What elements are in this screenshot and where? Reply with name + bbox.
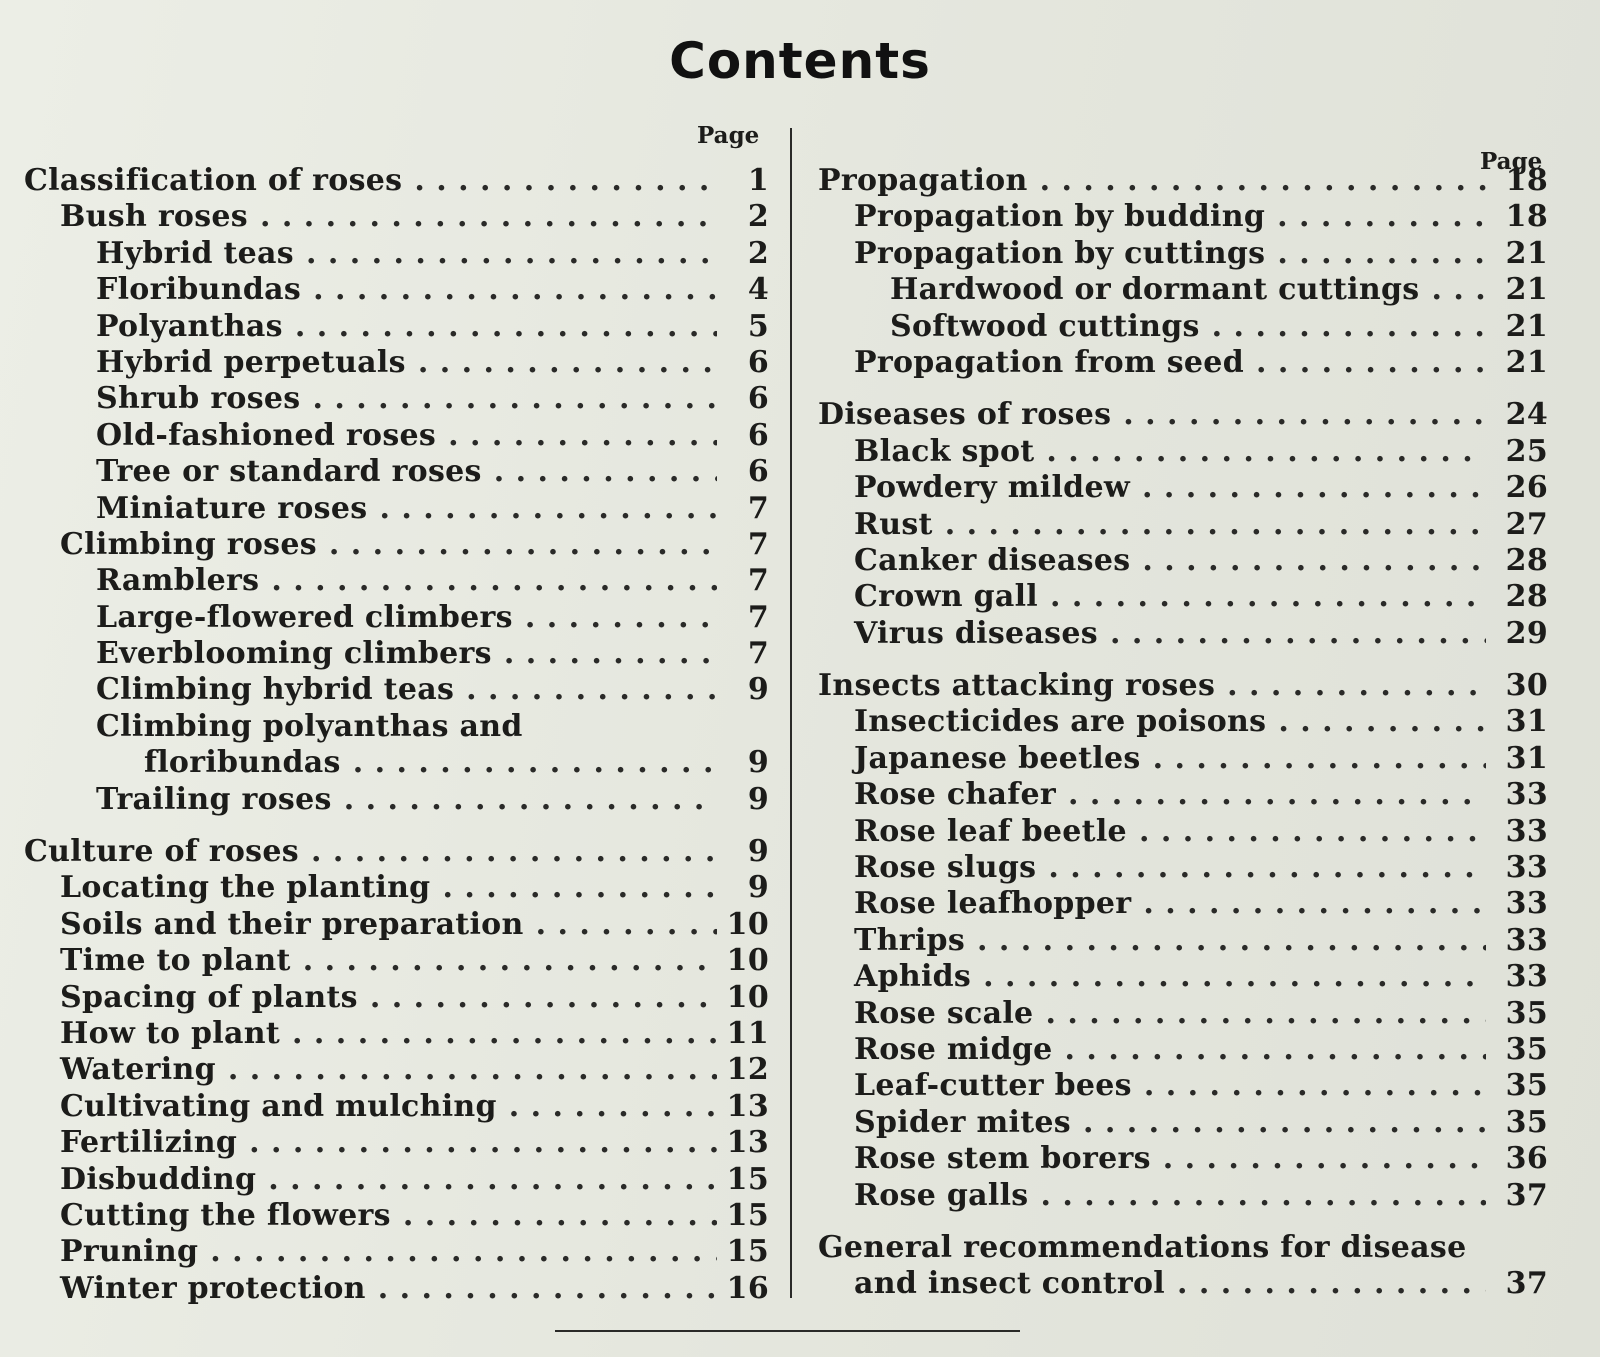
toc-entry-title: Floribundas <box>96 272 302 308</box>
toc-entry-title: Black spot <box>854 433 1035 469</box>
toc-entry-title: Insects attacking roses <box>818 668 1216 704</box>
toc-entry <box>24 980 769 1016</box>
dot-leader <box>418 345 717 381</box>
toc-entry-page: 11 <box>726 1015 769 1051</box>
toc-entry-title: How to plant <box>60 1015 281 1051</box>
toc-entry <box>24 870 769 906</box>
toc-entry-page: 35 <box>1505 1031 1548 1067</box>
dot-leader <box>292 1016 717 1052</box>
toc-entry-title: Hardwood or dormant cuttings <box>890 272 1420 308</box>
dot-leader <box>1139 814 1486 850</box>
toc-entry-page: 7 <box>747 490 769 526</box>
toc-entry-page: 7 <box>747 563 769 599</box>
toc-entry-title: Bush roses <box>60 199 248 235</box>
dot-leader <box>303 943 717 979</box>
toc-entry-title: Climbing roses <box>60 526 317 562</box>
toc-entry <box>818 1230 1548 1266</box>
toc-entry-page: 37 <box>1505 1177 1548 1213</box>
toc-entry-title: Climbing polyanthas and <box>96 708 523 744</box>
toc-entry-title: and insect control <box>854 1266 1165 1302</box>
toc-entry-title: General recommendations for disease <box>818 1229 1467 1265</box>
toc-entry-page: 33 <box>1505 777 1548 813</box>
toc-entry-page: 13 <box>726 1125 769 1161</box>
toc-entry-title: Spider mites <box>854 1104 1071 1140</box>
toc-entry-page: 9 <box>747 870 769 906</box>
toc-entry-page: 7 <box>747 599 769 635</box>
toc-entry <box>818 777 1548 813</box>
toc-entry <box>818 616 1548 652</box>
toc-entry <box>24 1198 769 1234</box>
toc-entry <box>818 470 1548 506</box>
toc-entry <box>24 1089 769 1125</box>
toc-entry-title: Miniature roses <box>96 490 368 526</box>
toc-entry-page: 13 <box>726 1088 769 1124</box>
toc-entry-page: 24 <box>1505 397 1548 433</box>
toc-entry-title: Old-fashioned roses <box>96 417 437 453</box>
toc-entry-page: 15 <box>726 1161 769 1197</box>
toc-entry-page: 27 <box>1505 506 1548 542</box>
toc-entry <box>818 923 1548 959</box>
toc-entry-page: 6 <box>747 381 769 417</box>
toc-entry <box>24 782 769 818</box>
toc-entry <box>24 163 769 199</box>
toc-entry-title: Propagation by budding <box>854 199 1266 235</box>
page-column-header-right: Page <box>1480 148 1543 175</box>
toc-entry-page: 7 <box>747 636 769 672</box>
toc-entry-page: 10 <box>726 979 769 1015</box>
toc-entry-title: Shrub roses <box>96 381 301 417</box>
toc-entry-title: Fertilizing <box>60 1125 238 1161</box>
toc-entry-page: 12 <box>726 1052 769 1088</box>
toc-entry <box>818 704 1548 740</box>
toc-entry-page: 26 <box>1505 470 1548 506</box>
toc-entry <box>818 199 1548 235</box>
toc-entry-page: 33 <box>1505 813 1548 849</box>
toc-entry <box>24 745 769 781</box>
dot-leader <box>1068 777 1486 813</box>
toc-entry-title: Diseases of roses <box>818 397 1112 433</box>
toc-entry-title: Rose leaf beetle <box>854 813 1127 849</box>
toc-entry-page: 6 <box>747 417 769 453</box>
dot-leader <box>260 199 717 235</box>
toc-entry-page: 15 <box>726 1234 769 1270</box>
dot-leader <box>466 672 717 708</box>
dot-leader <box>1065 1032 1486 1068</box>
toc-entry-title: Propagation by cuttings <box>854 235 1266 271</box>
dot-leader <box>313 381 718 417</box>
dot-leader <box>306 236 717 272</box>
dot-leader <box>370 980 717 1016</box>
dot-leader <box>1177 1266 1486 1302</box>
toc-entry <box>818 1068 1548 1104</box>
toc-entry-page: 33 <box>1505 850 1548 886</box>
dot-leader <box>311 834 717 870</box>
dot-leader <box>344 782 717 818</box>
toc-entry-page: 36 <box>1505 1141 1548 1177</box>
toc-entry <box>24 527 769 563</box>
toc-entry-page: 18 <box>1505 163 1548 198</box>
toc-entry-title: Everblooming climbers <box>96 636 492 672</box>
dot-leader <box>1277 199 1486 235</box>
toc-entry-title: Rose chafer <box>854 777 1056 813</box>
dot-leader <box>442 870 717 906</box>
toc-entry <box>24 943 769 979</box>
dot-leader <box>1143 886 1486 922</box>
toc-entry <box>24 454 769 490</box>
toc-entry <box>818 741 1548 777</box>
toc-entry-page: 9 <box>747 834 769 870</box>
toc-entry <box>818 668 1548 704</box>
toc-entry-title: Rose slugs <box>854 850 1037 886</box>
dot-leader <box>1110 616 1486 652</box>
toc-entry <box>24 345 769 381</box>
toc-entry <box>818 886 1548 922</box>
toc-entry <box>24 709 769 745</box>
toc-entry <box>818 507 1548 543</box>
toc-entry-page: 1 <box>747 163 769 198</box>
toc-entry-title: Aphids <box>854 959 972 995</box>
toc-entry <box>818 1266 1548 1302</box>
toc-entry-title: Canker diseases <box>854 542 1131 578</box>
toc-entry-title: Cultivating and mulching <box>60 1088 497 1124</box>
toc-entry-page: 28 <box>1505 542 1548 578</box>
toc-entry-title: Propagation <box>818 163 1028 198</box>
toc-entry-title: Propagation from seed <box>854 344 1244 380</box>
toc-entry-page: 21 <box>1505 272 1548 308</box>
dot-leader <box>1048 850 1486 886</box>
toc-entry-page: 4 <box>747 272 769 308</box>
dot-leader <box>1277 236 1486 272</box>
toc-entry <box>818 996 1548 1032</box>
toc-entry <box>24 1016 769 1052</box>
toc-entry <box>818 434 1548 470</box>
toc-entry-title: Rose leafhopper <box>854 886 1132 922</box>
toc-entry <box>818 309 1548 345</box>
dot-leader <box>1083 1105 1486 1141</box>
toc-entry <box>818 1178 1548 1214</box>
toc-entry-title: Pruning <box>60 1234 199 1270</box>
toc-entry <box>24 1125 769 1161</box>
dot-leader <box>1142 470 1486 506</box>
toc-entry <box>818 272 1548 308</box>
toc-entry <box>24 1162 769 1198</box>
toc-entry-page: 25 <box>1505 433 1548 469</box>
toc-entry-page: 2 <box>747 235 769 271</box>
toc-entry-title: floribundas <box>144 745 341 781</box>
toc-entry <box>818 236 1548 272</box>
toc-entry-title: Softwood cuttings <box>890 308 1200 344</box>
dot-leader <box>414 163 717 199</box>
toc-entry <box>24 1271 769 1307</box>
toc-entry <box>818 543 1548 579</box>
toc-entry <box>818 1141 1548 1177</box>
dot-leader <box>1227 668 1486 704</box>
dot-leader <box>1212 309 1486 345</box>
dot-leader <box>210 1234 717 1270</box>
toc-entry-page: 18 <box>1505 199 1548 235</box>
dot-leader <box>1046 434 1486 470</box>
toc-entry <box>24 199 769 235</box>
toc-entry-page: 6 <box>747 454 769 490</box>
toc-entry-title: Locating the planting <box>60 870 431 906</box>
dot-leader <box>1256 345 1486 381</box>
page-title: Contents <box>669 32 931 90</box>
toc-entry-title: Climbing hybrid teas <box>96 672 455 708</box>
toc-entry <box>818 1032 1548 1068</box>
toc-entry-page: 21 <box>1505 344 1548 380</box>
toc-entry <box>818 163 1548 199</box>
toc-entry-page: 9 <box>747 781 769 817</box>
toc-entry-page: 31 <box>1505 740 1548 776</box>
toc-entry-page: 29 <box>1505 615 1548 651</box>
toc-entry-page: 2 <box>747 199 769 235</box>
toc-entry-page: 35 <box>1505 1104 1548 1140</box>
toc-entry <box>24 418 769 454</box>
toc-entry-page: 33 <box>1505 886 1548 922</box>
toc-entry-title: Culture of roses <box>24 834 299 870</box>
dot-leader <box>295 309 717 345</box>
toc-entry-page: 7 <box>747 526 769 562</box>
toc-entry-title: Powdery mildew <box>854 470 1130 506</box>
dot-leader <box>977 923 1486 959</box>
toc-entry-title: Virus diseases <box>854 615 1098 651</box>
toc-entry-title: Classification of roses <box>24 163 403 198</box>
toc-entry-title: Crown gall <box>854 579 1038 615</box>
dot-leader <box>504 636 717 672</box>
toc-entry <box>818 814 1548 850</box>
toc-entry-page: 21 <box>1505 235 1548 271</box>
toc-entry-title: Thrips <box>854 922 966 958</box>
toc-entry <box>24 272 769 308</box>
toc-entry <box>24 600 769 636</box>
toc-entry <box>24 381 769 417</box>
toc-entry <box>24 672 769 708</box>
toc-entry-page: 15 <box>726 1197 769 1233</box>
toc-entry-title: Rust <box>854 506 933 542</box>
dot-leader <box>983 959 1486 995</box>
toc-entry <box>24 236 769 272</box>
dot-leader <box>353 745 717 781</box>
toc-entry-title: Rose midge <box>854 1031 1053 1067</box>
dot-leader <box>1040 163 1486 199</box>
dot-leader <box>268 1162 717 1198</box>
dot-leader <box>1040 1178 1486 1214</box>
toc-entry <box>818 959 1548 995</box>
toc-entry <box>818 345 1548 381</box>
toc-entry-page: 10 <box>726 906 769 942</box>
toc-entry-page: 21 <box>1505 308 1548 344</box>
toc-entry-title: Ramblers <box>96 563 260 599</box>
toc-entry <box>24 309 769 345</box>
dot-leader <box>494 454 717 490</box>
dot-leader <box>1163 1141 1486 1177</box>
toc-entry <box>24 834 769 870</box>
dot-leader <box>1278 704 1486 740</box>
toc-entry-page: 35 <box>1505 1068 1548 1104</box>
toc-entry-title: Insecticides are poisons <box>854 704 1267 740</box>
dot-leader <box>313 272 717 308</box>
toc-entry-title: Rose galls <box>854 1177 1029 1213</box>
toc-entry <box>24 491 769 527</box>
dot-leader <box>1431 272 1486 308</box>
dot-leader <box>329 527 717 563</box>
toc-entry <box>818 1105 1548 1141</box>
toc-entry-title: Hybrid perpetuals <box>96 344 406 380</box>
toc-entry-title: Watering <box>60 1052 216 1088</box>
toc-entry-page: 30 <box>1505 668 1548 704</box>
toc-entry <box>818 579 1548 615</box>
dot-leader <box>448 418 717 454</box>
dot-leader <box>1123 397 1486 433</box>
toc-entry <box>24 1052 769 1088</box>
toc-entry-page: 33 <box>1505 959 1548 995</box>
dot-leader <box>1045 996 1486 1032</box>
page-column-header-left: Page <box>697 122 760 149</box>
toc-entry <box>24 1234 769 1270</box>
toc-entry-title: Polyanthas <box>96 308 283 344</box>
dot-leader <box>403 1198 717 1234</box>
toc-entry <box>24 907 769 943</box>
toc-entry-page: 9 <box>747 745 769 781</box>
dot-leader <box>509 1089 717 1125</box>
dot-leader <box>945 507 1486 543</box>
toc-entry <box>818 850 1548 886</box>
toc-entry-page: 28 <box>1505 579 1548 615</box>
toc-entry-title: Rose stem borers <box>854 1141 1151 1177</box>
toc-entry <box>818 397 1548 433</box>
dot-leader <box>1144 1068 1486 1104</box>
toc-entry <box>24 636 769 672</box>
toc-entry-page: 10 <box>726 943 769 979</box>
dot-leader <box>379 491 717 527</box>
dot-leader <box>525 600 717 636</box>
toc-entry-title: Winter protection <box>60 1270 366 1306</box>
dot-leader <box>1142 543 1486 579</box>
toc-entry-title: Time to plant <box>60 943 291 979</box>
toc-entry <box>24 563 769 599</box>
toc-entry-title: Japanese beetles <box>854 740 1141 776</box>
toc-entry-title: Large-flowered climbers <box>96 599 513 635</box>
bottom-rule <box>555 1330 1020 1332</box>
toc-entry-page: 37 <box>1505 1266 1548 1302</box>
toc-left-column <box>24 163 769 1307</box>
toc-entry-title: Tree or standard roses <box>96 454 482 490</box>
toc-entry-page: 35 <box>1505 995 1548 1031</box>
toc-entry-title: Soils and their preparation <box>60 906 524 942</box>
dot-leader <box>271 563 717 599</box>
toc-entry-title: Rose scale <box>854 995 1034 1031</box>
dot-leader <box>1050 579 1486 615</box>
toc-entry-title: Trailing roses <box>96 781 332 817</box>
toc-entry-page: 5 <box>747 308 769 344</box>
toc-entry-title: Cutting the flowers <box>60 1197 391 1233</box>
toc-entry-page: 33 <box>1505 922 1548 958</box>
toc-entry-title: Disbudding <box>60 1161 257 1197</box>
dot-leader <box>536 907 717 943</box>
dot-leader <box>228 1052 717 1088</box>
column-divider <box>790 128 792 1298</box>
toc-right-column <box>818 163 1548 1303</box>
toc-entry-page: 9 <box>747 672 769 708</box>
dot-leader <box>378 1271 717 1307</box>
toc-entry-title: Spacing of plants <box>60 979 358 1015</box>
dot-leader <box>1153 741 1486 777</box>
toc-entry-page: 6 <box>747 344 769 380</box>
toc-entry-page: 31 <box>1505 704 1548 740</box>
toc-entry-title: Hybrid teas <box>96 235 294 271</box>
dot-leader <box>249 1125 717 1161</box>
toc-entry-page: 16 <box>726 1270 769 1306</box>
toc-entry-title: Leaf-cutter bees <box>854 1068 1132 1104</box>
